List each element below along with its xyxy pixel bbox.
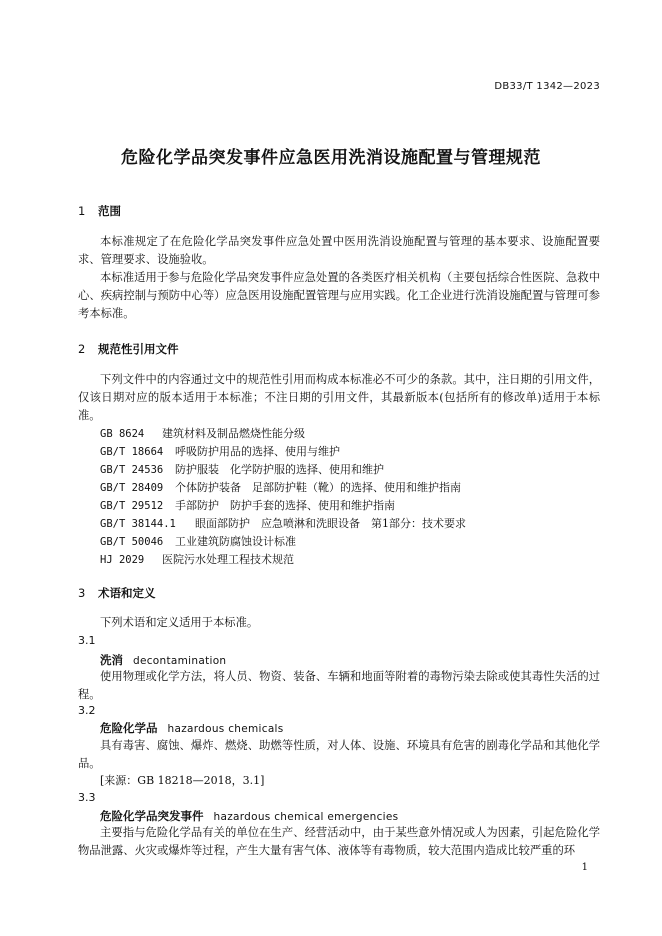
reference-code: GB/T 28409 xyxy=(100,482,164,494)
section-number: 3 xyxy=(78,586,86,600)
term-number: 3.3 xyxy=(78,791,96,804)
term-english: decontamination xyxy=(133,655,227,667)
reference-code: GB/T 29512 xyxy=(100,500,164,512)
term-heading xyxy=(100,652,226,668)
reference-item xyxy=(100,479,461,497)
term-english: hazardous chemicals xyxy=(167,723,284,735)
reference-title: 呼吸防护用品的选择、使用与维护 xyxy=(175,445,340,458)
reference-title: 建筑材料及制品燃烧性能分级 xyxy=(162,427,305,440)
section-number: 1 xyxy=(78,204,86,218)
section-number: 2 xyxy=(78,342,86,356)
term-definition: 具有毒害、腐蚀、爆炸、燃烧、助燃等性质，对人体、设施、环境具有危害的剧毒化学品和其他化学品。 xyxy=(78,739,600,770)
term-definition: 主要指与危险化学品有关的单位在生产、经营活动中，由于某些意外情况或人为因素，引起危险化学物品泄露、火灾或爆炸等过程，产生大量有害气体、液体等有毒物质，较大范围内造成比较严重的环 xyxy=(78,826,600,857)
section-heading-scope xyxy=(78,203,121,219)
term-number: 3.1 xyxy=(78,634,96,647)
reference-title: 防护服装 化学防护服的选择、使用和维护 xyxy=(175,463,384,476)
section-title: 范围 xyxy=(98,204,121,218)
reference-title: 手部防护 防护手套的选择、使用和维护指南 xyxy=(175,499,395,512)
section-heading-terms-definitions xyxy=(78,585,156,601)
scope-paragraph-2: 本标准适用于参与危险化学品突发事件应急处置的各类医疗相关机构（主要包括综合性医院、急救中心、疾病控制与预防中心等）应急医用设施配置管理与应用实践。化工企业进行洗消设施配置与管理可参考本标准。 xyxy=(78,271,600,320)
term-number: 3.2 xyxy=(78,704,96,717)
reference-item xyxy=(100,461,384,479)
reference-title: 个体防护装备 足部防护鞋（靴）的选择、使用和维护指南 xyxy=(175,481,461,494)
term-heading xyxy=(100,808,398,824)
references-intro-paragraph: 下列文件中的内容通过文中的规范性引用而构成本标准必不可少的条款。其中，注日期的引用文件，仅该日期对应的版本适用于本标准；不注日期的引用文件，其最新版本(包括所有的修改单)适用于本标准。 xyxy=(78,373,600,422)
term-definition: 使用物理或化学方法，将人员、物资、装备、车辆和地面等附着的毒物污染去除或使其毒性失活的过程。 xyxy=(78,670,600,701)
reference-item xyxy=(100,497,395,515)
reference-code: GB/T 24536 xyxy=(100,464,164,476)
reference-code: GB/T 50046 xyxy=(100,536,164,548)
reference-item xyxy=(100,551,294,569)
term-chinese: 危险化学品 xyxy=(100,721,158,735)
reference-item xyxy=(100,443,340,461)
section-title: 规范性引用文件 xyxy=(98,342,179,356)
reference-title: 工业建筑防腐蚀设计标准 xyxy=(175,535,296,548)
reference-code: GB/T 18664 xyxy=(100,446,164,458)
page-title: 危险化学品突发事件应急医用洗消设施配置与管理规范 xyxy=(121,148,541,168)
reference-code: GB/T 38144.1 xyxy=(100,518,176,530)
reference-code: HJ 2029 xyxy=(100,554,145,566)
section-title: 术语和定义 xyxy=(98,586,156,600)
reference-item xyxy=(100,515,466,533)
term-chinese: 洗消 xyxy=(100,653,123,667)
document-code: DB33/T 1342—2023 xyxy=(494,81,600,92)
scope-paragraph-1: 本标准规定了在危险化学品突发事件应急处置中医用洗消设施配置与管理的基本要求、设施配置要求、管理要求、设施验收。 xyxy=(78,235,600,266)
reference-title: 眼面部防护 应急喷淋和洗眼设备 第1部分：技术要求 xyxy=(195,517,466,530)
reference-item xyxy=(100,533,296,551)
term-heading xyxy=(100,720,284,736)
term-source: [来源：GB 18218—2018，3.1] xyxy=(100,774,265,787)
terms-intro-paragraph: 下列术语和定义适用于本标准。 xyxy=(100,616,259,629)
reference-item xyxy=(100,425,305,443)
reference-title: 医院污水处理工程技术规范 xyxy=(162,553,294,566)
reference-code: GB 8624 xyxy=(100,428,145,440)
page-number: 1 xyxy=(581,862,588,873)
term-chinese: 危险化学品突发事件 xyxy=(100,809,204,823)
term-english: hazardous chemical emergencies xyxy=(213,811,399,823)
section-heading-normative-references xyxy=(78,341,179,357)
